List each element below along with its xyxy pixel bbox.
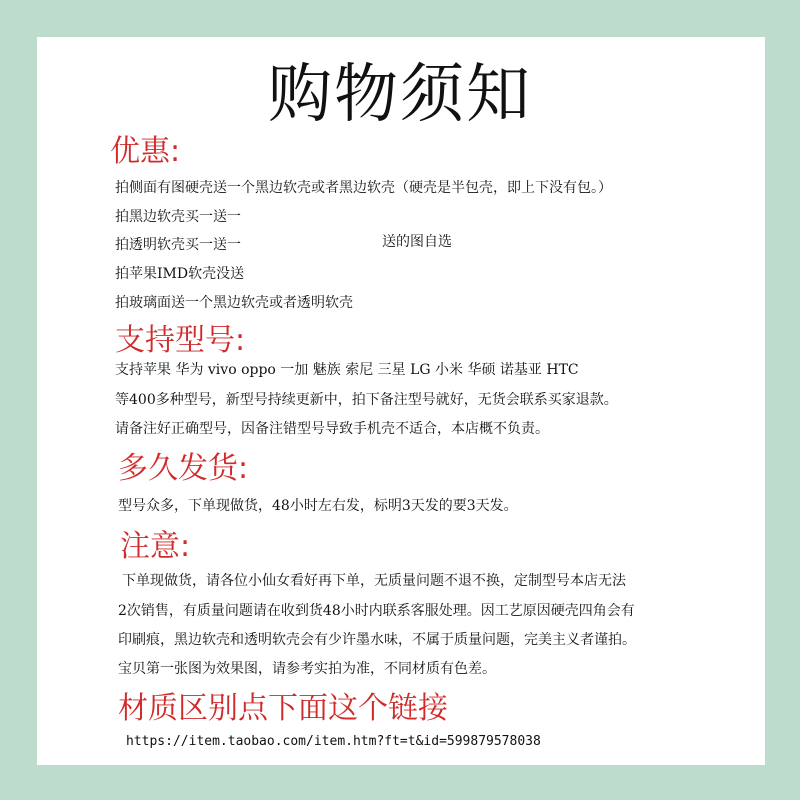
notice-heading: 注意: bbox=[120, 529, 191, 564]
notice-line-1: 下单现做货，请各位小仙女看好再下单，无质量问题不退不换，定制型号本店无法 bbox=[122, 573, 626, 589]
models-heading: 支持型号: bbox=[115, 323, 246, 358]
shipping-line-1: 型号众多，下单现做货，48小时左右发，标明3天发的要3天发。 bbox=[118, 498, 518, 514]
discount-side-note: 送的图自选 bbox=[382, 234, 452, 250]
discount-line-2: 拍黑边软壳买一送一 bbox=[115, 209, 241, 225]
discount-line-4: 拍苹果IMD软壳没送 bbox=[115, 266, 245, 282]
material-heading: 材质区别点下面这个链接 bbox=[118, 691, 448, 726]
models-line-3: 请备注好正确型号，因备注错型号导致手机壳不适合，本店概不负责。 bbox=[115, 421, 549, 437]
page-title: 购物须知 bbox=[268, 58, 532, 132]
discount-line-3: 拍透明软壳买一送一 bbox=[115, 237, 241, 253]
notice-line-3: 印刷痕，黑边软壳和透明软壳会有少许墨水味，不属于质量问题，完美主义者谨拍。 bbox=[118, 632, 636, 648]
notice-line-4: 宝贝第一张图为效果图，请参考实拍为准，不同材质有色差。 bbox=[118, 661, 496, 677]
discount-line-5: 拍玻璃面送一个黑边软壳或者透明软壳 bbox=[115, 295, 353, 311]
models-line-1: 支持苹果 华为 vivo oppo 一加 魅族 索尼 三星 LG 小米 华硕 诺基亚 HTC bbox=[115, 362, 579, 378]
discount-line-1: 拍侧面有图硬壳送一个黑边软壳或者黑边软壳（硬壳是半包壳，即上下没有包。） bbox=[115, 180, 612, 196]
shipping-heading: 多久发货: bbox=[118, 451, 249, 486]
notice-line-2: 2次销售，有质量问题请在收到货48小时内联系客服处理。因工艺原因硬壳四角会有 bbox=[118, 603, 635, 619]
models-line-2: 等400多种型号，新型号持续更新中，拍下备注型号就好，无货会联系买家退款。 bbox=[115, 392, 618, 408]
material-link[interactable]: https://item.taobao.com/item.htm?ft=t&id=599879578038 bbox=[126, 734, 541, 749]
discount-heading: 优惠: bbox=[110, 134, 181, 169]
